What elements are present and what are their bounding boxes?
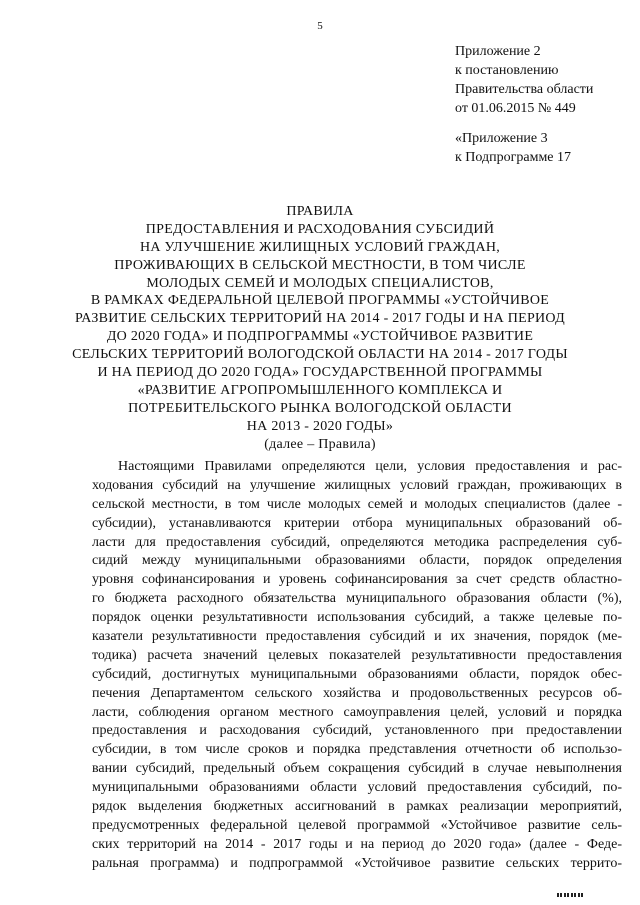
- title-line: В РАМКАХ ФЕДЕРАЛЬНОЙ ЦЕЛЕВОЙ ПРОГРАММЫ «УСТОЙЧИВОЕ: [90, 293, 550, 309]
- appendix-line: Правительства области: [455, 82, 594, 97]
- page-number: 5: [317, 20, 323, 32]
- body-line: Настоящими Правилами определяются цели, условия предоставления и рас-: [118, 459, 622, 474]
- title-line: И НА ПЕРИОД ДО 2020 ГОДА» ГОСУДАРСТВЕННОЙ ПРОГРАММЫ: [97, 365, 543, 381]
- scan-mark: [557, 893, 583, 897]
- title-line: НА УЛУЧШЕНИЕ ЖИЛИЩНЫХ УСЛОВИЙ ГРАЖДАН,: [139, 239, 501, 255]
- body-line: ласти для предоставления субсидий, определяются методика распределения суб-: [92, 534, 622, 550]
- title-line: СЕЛЬСКИХ ТЕРРИТОРИЙ ВОЛОГОДСКОЙ ОБЛАСТИ НА 2014 - 2017 ГОДЫ: [72, 347, 568, 363]
- appendix-sub-line: к Подпрограмме 17: [455, 150, 572, 165]
- document-title: [0, 203, 640, 453]
- body-line: го бюджета расходного обязательства муниципального образования области (%),: [92, 591, 622, 607]
- title-line: ПРАВИЛА: [286, 204, 354, 219]
- body-line: предоставления и расходования субсидий, установленного при предоставлении: [92, 723, 622, 739]
- body-line: субсидии), устанавливаются критерии отбора муниципальных образований об-: [92, 515, 622, 531]
- body-line: тодика) расчета значений целевых показателей результативности предоставления: [92, 647, 622, 663]
- body-line: сельской местности, в том числе молодых семей и молодых специалистов (далее -: [92, 496, 622, 512]
- appendix-reference: [455, 42, 593, 167]
- body-line: ласти, соблюдения органом местного самоуправления целей, условий и порядка: [92, 704, 622, 720]
- body-line: порядок оценки результативности использования субсидий, а также целевые по-: [92, 610, 622, 626]
- body-line: субсидий, достигнутых муниципальными образованиями области, порядок обес-: [92, 666, 622, 682]
- body-line: казатели результативности предоставления субсидий и их значения, порядок (ме-: [92, 629, 622, 645]
- body-line: вании субсидий, предельный объем сокращения субсидий в случае невыполнения: [92, 761, 622, 777]
- body-line: ских территорий на 2014 - 2017 годы и на период до 2020 года» (далее - Феде-: [92, 836, 622, 852]
- title-line: РАЗВИТИЕ СЕЛЬСКИХ ТЕРРИТОРИЙ НА 2014 - 2017 ГОДЫ И НА ПЕРИОД: [75, 311, 565, 327]
- body-line: ходования субсидий на улучшение жилищных условий граждан, проживающих в: [92, 477, 622, 493]
- title-line: (далее – Правила): [264, 436, 376, 452]
- title-line: ПОТРЕБИТЕЛЬСКОГО РЫНКА ВОЛОГОДСКОЙ ОБЛАСТИ: [128, 400, 512, 416]
- title-line: ПРЕДОСТАВЛЕНИЯ И РАСХОДОВАНИЯ СУБСИДИЙ: [145, 221, 495, 237]
- body-line: печения Департаментом сельского хозяйства и продовольственных ресурсов об-: [92, 685, 622, 701]
- title-line: МОЛОДЫХ СЕМЕЙ И МОЛОДЫХ СПЕЦИАЛИСТОВ,: [146, 275, 494, 291]
- title-line: ДО 2020 ГОДА» И ПОДПРОГРАММЫ «УСТОЙЧИВОЕ РАЗВИТИЕ: [106, 329, 534, 345]
- appendix-gap: [455, 118, 593, 129]
- appendix-line: к постановлению: [455, 63, 559, 78]
- body-line: муниципальными образованиями области условий предоставления субсидий, по-: [92, 780, 622, 796]
- title-line: ПРОЖИВАЮЩИХ В СЕЛЬСКОЙ МЕСТНОСТИ, В ТОМ ЧИСЛЕ: [114, 257, 526, 273]
- body-line: сидий между муниципальными образованиями области, порядок определения: [92, 553, 622, 569]
- body-line: ральная программа) и подпрограммой «Устойчивое развитие сельских террито-: [92, 855, 622, 871]
- appendix-line: от 01.06.2015 № 449: [455, 101, 576, 116]
- body-line: рядок выделения бюджетных ассигнований в рамках реализации мероприятий,: [92, 799, 622, 815]
- appendix-line: Приложение 2: [455, 44, 541, 59]
- body-line: субсидии, в том числе сроков и порядка представления отчетности об использо-: [92, 742, 622, 758]
- title-line: «РАЗВИТИЕ АГРОПРОМЫШЛЕННОГО КОМПЛЕКСА И: [137, 382, 503, 398]
- appendix-sub-line: «Приложение 3: [455, 131, 548, 146]
- body-paragraph: [92, 458, 622, 874]
- body-line: уровня софинансирования и уровень софинансирования за счет средств областно-: [92, 572, 622, 588]
- body-line: предусмотренных федеральной целевой программой «Устойчивое развитие сель-: [92, 817, 622, 833]
- title-line: НА 2013 - 2020 ГОДЫ»: [246, 418, 394, 434]
